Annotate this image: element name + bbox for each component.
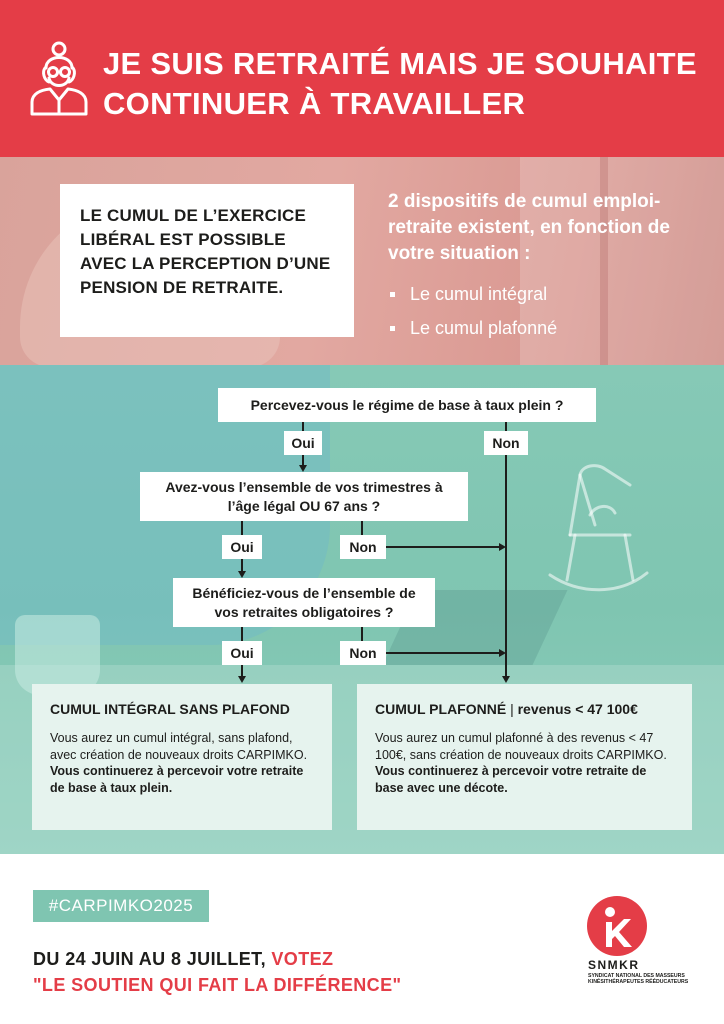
dispositifs-title: 2 dispositifs de cumul emploi-retraite existent, en fonction de votre situation : [388,191,670,264]
intro-statement: LE CUMUL DE L’EXERCICE LIBÉRAL EST POSSIBLE AVEC LA PERCEPTION D’UNE PENSION DE RETRAITE. [80,206,331,297]
result-cumul-plafonne [357,684,692,830]
list-item: Le cumul intégral [388,277,708,311]
vote-dates-line [33,946,333,972]
answer-q3-yes [222,641,262,665]
answer-label: Non [349,538,377,555]
arrow-down-icon [299,465,307,472]
connector-line [386,652,499,654]
question-1-text: Percevez-vous le régime de base à taux plein ? [250,396,564,413]
arrow-right-icon [499,649,506,657]
connector-line [505,422,507,431]
connector-line [241,627,243,641]
connector-line [241,521,243,535]
answer-q2-yes [222,535,262,559]
result-plafonne-body [375,730,674,796]
title-line-2: CONTINUER À TRAVAILLER [103,86,526,121]
retired-person-icon [28,40,90,116]
intro-statement-box [60,184,354,337]
page-title [103,44,703,124]
answer-q3-no [340,641,386,665]
photo-mug [15,615,100,695]
list-item: Le cumul plafonné [388,311,708,345]
connector-line [386,546,499,548]
slogan [33,972,401,998]
connector-line [361,521,363,535]
result-plafonne-bold-text: Vous continuerez à percevoir votre retraite de base avec une décote. [375,764,647,795]
snmkr-logo-icon [586,895,648,957]
connector-line [361,627,363,641]
question-2-text: Avez-vous l’ensemble de vos trimestres à l’âge légal OU 67 ans ? [165,478,443,514]
logo-subtitle: SYNDICAT NATIONAL DES MASSEURS KINÉSITHÉRAPEUTES RÉÉDUCATEURS [588,973,689,985]
dispositifs-block [388,189,708,345]
result-integral-text: Vous aurez un cumul intégral, sans plafond, avec création de nouveaux droits CARPIMKO. [50,731,308,762]
arrow-down-icon [238,676,246,683]
question-3-box [173,578,435,627]
connector-line [505,455,507,677]
answer-q1-yes [284,431,322,455]
vote-dates: DU 24 JUIN AU 8 JUILLET, [33,949,266,969]
arrow-right-icon [499,543,506,551]
result-integral-title: CUMUL INTÉGRAL SANS PLAFOND [50,701,290,717]
answer-label: Non [349,644,377,661]
result-plafonne-text: Vous aurez un cumul plafonné à des revenus < 47 100€, sans création de nouveaux droits CARPIMKO. [375,731,667,762]
hashtag-badge: #CARPIMKO2025 [33,890,209,922]
answer-label: Oui [230,644,254,661]
title-line-1: JE SUIS RETRAITÉ MAIS JE SOUHAITE [103,46,697,81]
question-2-box [140,472,468,521]
vote-word: VOTEZ [271,949,334,969]
header-banner [0,0,724,157]
question-3-text: Bénéficiez-vous de l’ensemble de vos retraites obligatoires ? [192,584,416,620]
connector-line [302,422,304,431]
logo-name: SNMKR [588,958,640,972]
answer-label: Oui [230,538,254,555]
title-separator: | [510,701,514,717]
slogan-text: "LE SOUTIEN QUI FAIT LA DIFFÉRENCE" [33,975,402,995]
answer-q1-no [484,431,528,455]
result-integral-body [50,730,314,796]
question-1-box [218,388,596,422]
arrow-down-icon [502,676,510,683]
result-integral-bold-text: Vous continuerez à percevoir votre retraite de base à taux plein. [50,764,304,795]
dispositifs-list [388,277,708,345]
result-plafonne-title-main: CUMUL PLAFONNÉ [375,701,507,717]
result-plafonne-title-suffix: revenus < 47 100€ [517,701,638,717]
answer-q2-no [340,535,386,559]
answer-label: Oui [291,434,315,451]
arrow-down-icon [238,571,246,578]
result-cumul-integral [32,684,332,830]
answer-label: Non [492,434,520,451]
result-plafonne-title [375,700,674,718]
rocking-chair-icon [535,455,655,615]
